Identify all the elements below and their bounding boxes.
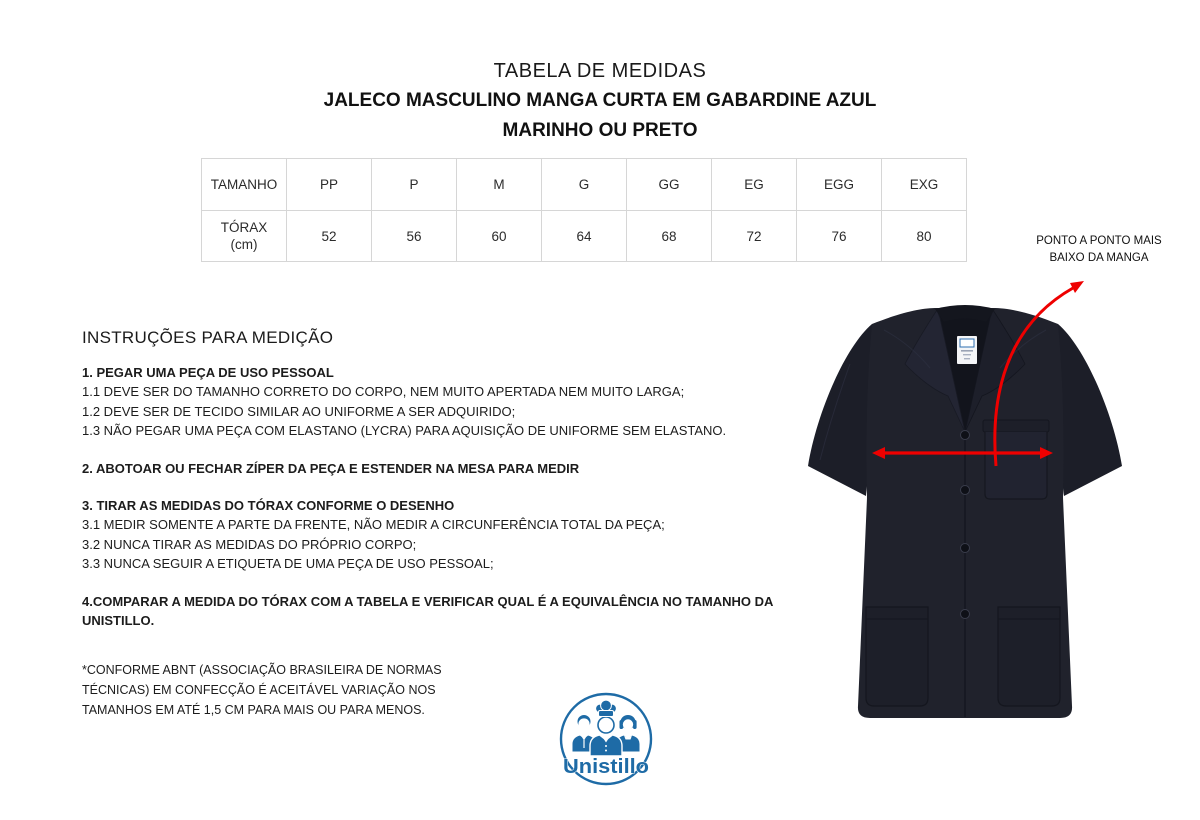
neck-label xyxy=(957,336,977,364)
footnote-line2: TÉCNICAS) EM CONFECÇÃO É ACEITÁVEL VARIAÇÃO NOS xyxy=(82,683,436,697)
table-cell: 68 xyxy=(627,211,712,262)
footnote-line1: *CONFORME ABNT (ASSOCIAÇÃO BRASILEIRA DE NORMAS xyxy=(82,663,442,677)
measurement-instructions xyxy=(82,328,782,648)
table-cell: 52 xyxy=(287,211,372,262)
logo-wordmark: Unistillo xyxy=(563,756,649,778)
table-cell: 60 xyxy=(457,211,542,262)
table-header-cell: TAMANHO xyxy=(202,159,287,211)
instructions-heading: INSTRUÇÕES PARA MEDIÇÃO xyxy=(82,328,334,347)
chest-pocket xyxy=(983,420,1049,499)
sleeve-point-annotation xyxy=(1014,233,1184,267)
table-header-cell: PP xyxy=(287,159,372,211)
instruction-group-1 xyxy=(82,363,782,441)
product-subtitle-line2: MARINHO OU PRETO xyxy=(502,120,698,141)
instruction-group-4 xyxy=(82,592,782,631)
table-header-cell: EG xyxy=(712,159,797,211)
table-cell: 64 xyxy=(542,211,627,262)
table-cell: 80 xyxy=(882,211,967,262)
instruction-item: 3.1 MEDIR SOMENTE A PARTE DA FRENTE, NÃO MEDIR A CIRCUNFERÊNCIA TOTAL DA PEÇA; xyxy=(82,517,665,533)
logo-person-chef xyxy=(590,700,622,756)
table-header-row xyxy=(202,159,967,211)
instruction-title: 4.COMPARAR A MEDIDA DO TÓRAX COM A TABELA E VERIFICAR QUAL É A EQUIVALÊNCIA NO TAMANHO DA UNISTILLO. xyxy=(82,593,773,629)
table-header-cell: M xyxy=(457,159,542,211)
instruction-item: 3.2 NUNCA TIRAR AS MEDIDAS DO PRÓPRIO CORPO; xyxy=(82,536,417,552)
instruction-item: 1.2 DEVE SER DE TECIDO SIMILAR AO UNIFORME A SER ADQUIRIDO; xyxy=(82,403,516,419)
table-cell: 76 xyxy=(797,211,882,262)
row-label-torax: TÓRAX xyxy=(220,220,268,235)
instruction-title: 2. ABOTOAR OU FECHAR ZÍPER DA PEÇA E ESTENDER NA MESA PARA MEDIR xyxy=(82,460,580,476)
table-header-cell: G xyxy=(542,159,627,211)
table-header-cell: EGG xyxy=(797,159,882,211)
table-cell: 72 xyxy=(712,211,797,262)
size-table xyxy=(201,158,967,262)
instruction-title: 1. PEGAR UMA PEÇA DE USO PESSOAL xyxy=(82,365,334,380)
table-values-row xyxy=(202,211,967,262)
document-header xyxy=(0,56,1200,146)
sleeve-annotation-line1: PONTO A PONTO MAIS xyxy=(1036,235,1162,247)
instruction-item: 1.1 DEVE SER DO TAMANHO CORRETO DO CORPO, NEM MUITO APERTADA NEM MUITO LARGA; xyxy=(82,384,685,400)
table-header-cell: EXG xyxy=(882,159,967,211)
jacket-image xyxy=(792,268,1192,738)
sleeve-annotation-line2: BAIXO DA MANGA xyxy=(1049,252,1149,264)
instruction-item: 1.3 NÃO PEGAR UMA PEÇA COM ELASTANO (LYCRA) PARA AQUISIÇÃO DE UNIFORME SEM ELASTANO. xyxy=(82,423,727,439)
row-label-cell xyxy=(202,211,287,262)
instruction-group-3 xyxy=(82,496,782,574)
row-label-unit: (cm) xyxy=(230,237,258,252)
table-cell: 56 xyxy=(372,211,457,262)
abnt-footnote xyxy=(82,660,442,720)
instruction-group-2 xyxy=(82,459,782,478)
table-header-cell: P xyxy=(372,159,457,211)
instruction-title: 3. TIRAR AS MEDIDAS DO TÓRAX CONFORME O DESENHO xyxy=(82,498,455,514)
product-subtitle-line1: JALECO MASCULINO MANGA CURTA EM GABARDINE AZUL xyxy=(323,90,877,111)
footnote-line3: TAMANHOS EM ATÉ 1,5 CM PARA MAIS OU PARA MENOS. xyxy=(82,703,425,717)
table-header-cell: GG xyxy=(627,159,712,211)
page-title: TABELA DE MEDIDAS xyxy=(493,60,707,82)
brand-logo xyxy=(556,690,656,794)
instruction-item: 3.3 NUNCA SEGUIR A ETIQUETA DE UMA PEÇA DE USO PESSOAL; xyxy=(82,556,494,572)
